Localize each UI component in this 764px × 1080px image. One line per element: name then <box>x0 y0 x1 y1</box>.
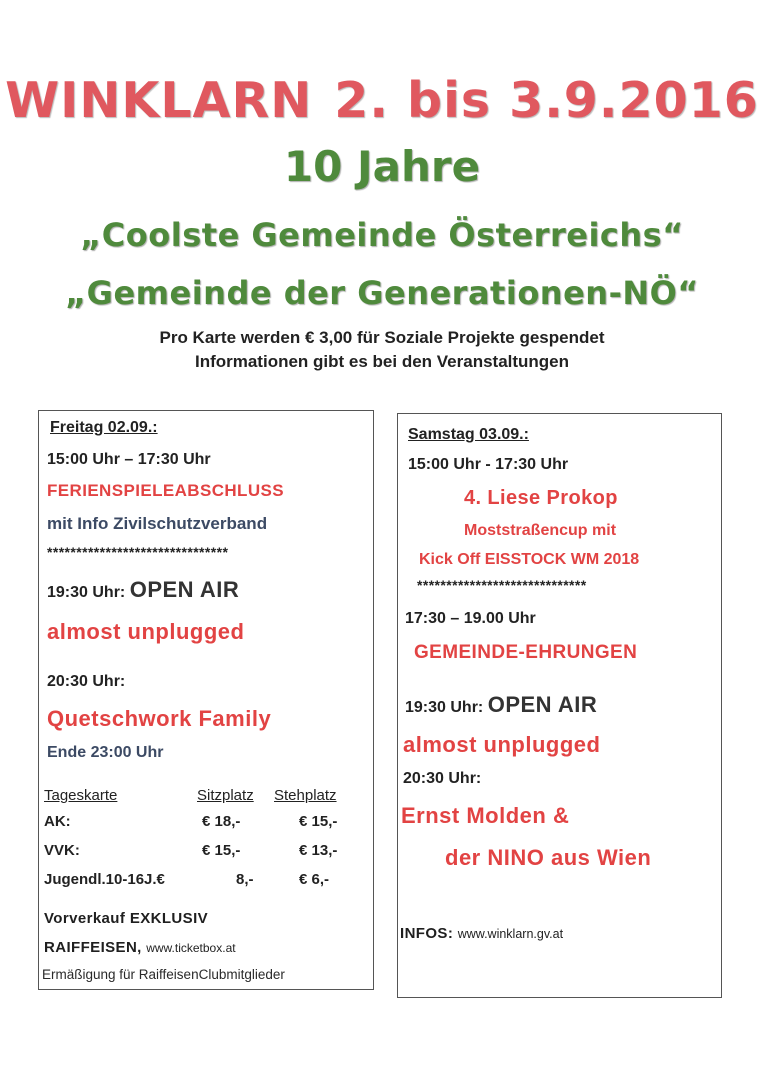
friday-event-ferienspiele: FERIENSPIELEABSCHLUSS <box>47 481 284 500</box>
friday-separator: ******************************* <box>47 544 229 560</box>
friday-time-2: 19:30 Uhr: <box>47 584 126 601</box>
friday-time-3: 20:30 Uhr: <box>47 673 126 690</box>
price-row-ak-sit: € 18,- <box>202 813 241 830</box>
presale-discount: Ermäßigung für RaiffeisenClubmitglieder <box>42 967 285 982</box>
saturday-infos-url[interactable]: www.winklarn.gv.at <box>457 927 564 941</box>
friday-box <box>38 410 374 990</box>
presale-raiffeisen-line <box>44 939 236 957</box>
slogan-coolest: „Coolste Gemeinde Österreichs“ <box>80 216 684 254</box>
friday-time-1: 15:00 Uhr – 17:30 Uhr <box>47 451 211 468</box>
jubilee-heading: 10 Jahre <box>283 142 481 191</box>
saturday-openair-line <box>405 692 597 718</box>
price-row-youth-stand: € 6,- <box>299 871 330 888</box>
saturday-event-kickoff: Kick Off EISSTOCK WM 2018 <box>419 551 640 568</box>
saturday-time-2: 17:30 – 19.00 Uhr <box>405 610 536 627</box>
presale-line: Vorverkauf EXKLUSIV <box>44 910 209 927</box>
friday-band-almost-unplugged: almost unplugged <box>47 619 245 644</box>
friday-band-quetschwork: Quetschwork Family <box>47 706 272 731</box>
presale-raiffeisen: RAIFFEISEN, <box>44 939 142 956</box>
saturday-time-4: 20:30 Uhr: <box>403 770 482 787</box>
saturday-event-moststrassencup: Moststraßencup mit <box>464 522 617 539</box>
slogan-generations: „Gemeinde der Generationen-NÖ“ <box>65 274 699 312</box>
friday-openair: OPEN AIR <box>129 577 240 602</box>
saturday-band-almost-unplugged: almost unplugged <box>403 732 601 757</box>
event-info: Informationen gibt es bei den Veranstaltungen <box>194 352 570 371</box>
saturday-day: Samstag 03.09.: <box>408 426 529 443</box>
price-row-ak-label: AK: <box>44 813 71 830</box>
title-place: WINKLARN <box>5 72 313 129</box>
presale-url[interactable]: www.ticketbox.at <box>146 941 236 955</box>
friday-event-zivilschutz: mit Info Zivilschutzverband <box>47 514 268 533</box>
saturday-event-ehrungen: GEMEINDE-EHRUNGEN <box>414 642 638 663</box>
title-dates: 2. bis 3.9.2016 <box>334 72 759 129</box>
saturday-band-nino: der NINO aus Wien <box>445 845 652 870</box>
saturday-box <box>397 413 722 998</box>
saturday-time-3: 19:30 Uhr: <box>405 699 484 716</box>
price-row-ak-stand: € 15,- <box>299 813 338 830</box>
saturday-band-ernst-molden: Ernst Molden & <box>401 803 570 828</box>
donation-info: Pro Karte werden € 3,00 für Soziale Projekte gespendet <box>159 328 605 347</box>
friday-openair-line <box>47 577 239 603</box>
price-row-vvk-sit: € 15,- <box>202 842 241 859</box>
price-row-vvk-stand: € 13,- <box>299 842 338 859</box>
poster-title <box>0 72 764 129</box>
price-col-sitzplatz: Sitzplatz <box>197 787 254 804</box>
friday-end-time: Ende 23:00 Uhr <box>47 744 164 761</box>
price-row-youth-label: Jugendl.10-16J.€ <box>44 871 165 888</box>
price-row-youth-sit: 8,- <box>236 871 254 888</box>
saturday-infos-line <box>400 925 563 943</box>
price-col-stehplatz: Stehplatz <box>274 787 337 804</box>
friday-day: Freitag 02.09.: <box>50 419 158 436</box>
saturday-time-1: 15:00 Uhr - 17:30 Uhr <box>408 456 569 473</box>
saturday-event-liese-prokop: 4. Liese Prokop <box>464 487 618 509</box>
saturday-openair: OPEN AIR <box>487 692 598 717</box>
price-col-label: Tageskarte <box>44 787 118 804</box>
saturday-separator: ***************************** <box>417 577 587 593</box>
price-row-vvk-label: VVK: <box>44 842 80 859</box>
saturday-infos-label: INFOS: <box>400 925 454 942</box>
